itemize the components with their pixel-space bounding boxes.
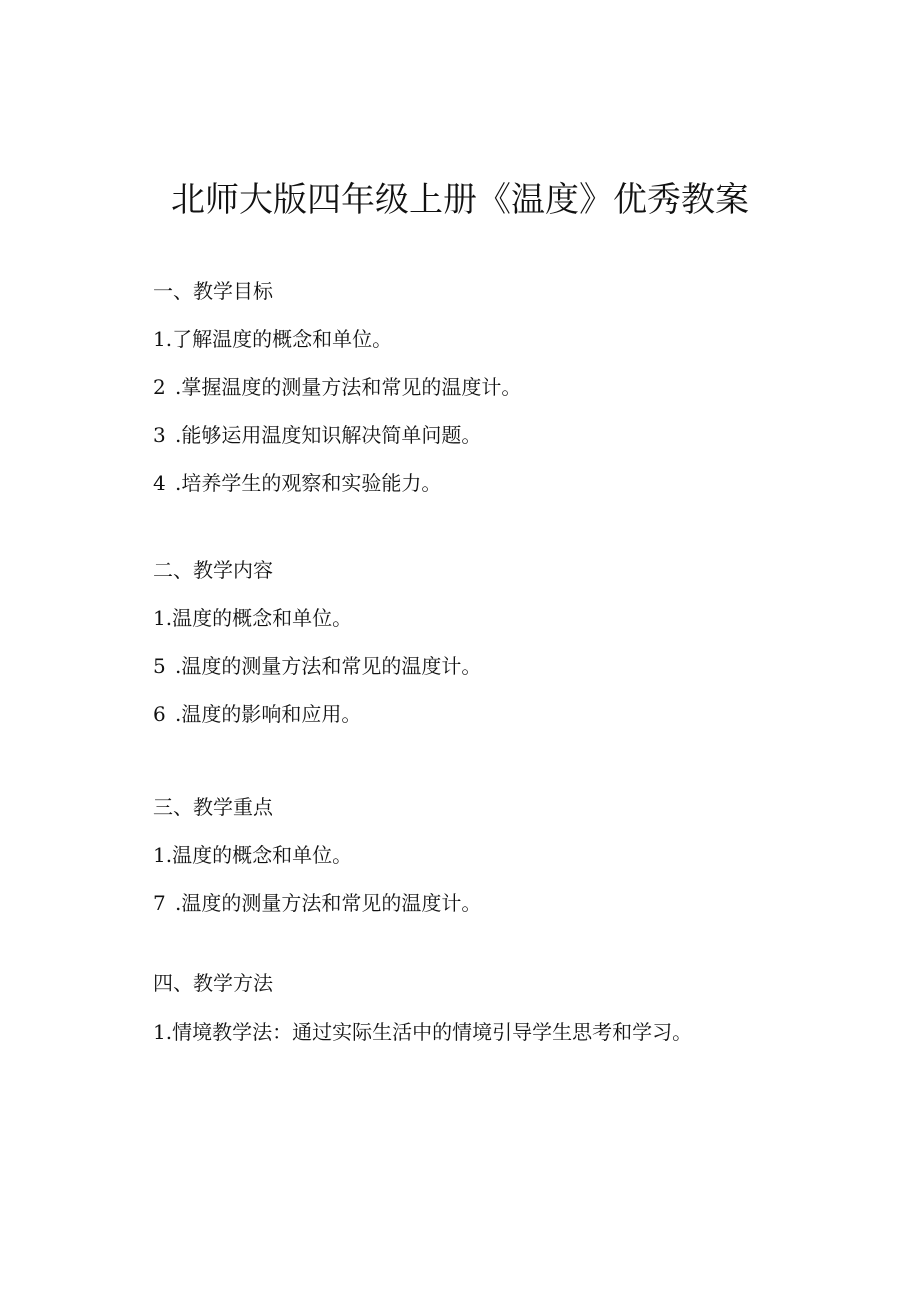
list-item-number: 1.	[153, 606, 173, 630]
section-heading-key-points: 三、教学重点	[153, 795, 273, 819]
list-item	[153, 469, 441, 497]
list-item	[153, 841, 352, 869]
list-item-number: 1.	[153, 843, 173, 867]
list-item	[153, 700, 361, 728]
list-item	[153, 604, 352, 632]
list-item	[153, 373, 521, 401]
list-item-text: .掌握温度的测量方法和常见的温度计。	[175, 375, 522, 399]
list-item-number: 2	[153, 375, 166, 399]
list-item-number: 6	[153, 702, 166, 726]
list-item-number: 4	[153, 471, 166, 495]
list-item-text: 温度的概念和单位。	[172, 606, 353, 630]
list-item-number: 3	[153, 423, 166, 447]
list-item-text: 了解温度的概念和单位。	[172, 327, 393, 351]
list-item	[153, 325, 392, 353]
list-item-number: 1.	[153, 1020, 173, 1044]
list-item	[153, 1018, 692, 1046]
list-item-text: .培养学生的观察和实验能力。	[175, 471, 442, 495]
list-item-text: .能够运用温度知识解决简单问题。	[175, 423, 482, 447]
section-heading-methods: 四、教学方法	[153, 971, 273, 995]
list-item-text: 温度的概念和单位。	[172, 843, 353, 867]
list-item-number: 7	[153, 891, 166, 915]
list-item-text: .温度的影响和应用。	[175, 702, 362, 726]
list-item-number: 1.	[153, 327, 173, 351]
list-item-text: .温度的测量方法和常见的温度计。	[175, 654, 482, 678]
list-item-text: 情境教学法：通过实际生活中的情境引导学生思考和学习。	[172, 1020, 693, 1044]
list-item	[153, 652, 481, 680]
section-heading-content: 二、教学内容	[153, 558, 273, 582]
list-item	[153, 889, 481, 917]
section-heading-objectives: 一、教学目标	[153, 279, 273, 303]
list-item	[153, 421, 481, 449]
list-item-text: .温度的测量方法和常见的温度计。	[175, 891, 482, 915]
document-title: 北师大版四年级上册《温度》优秀教案	[171, 180, 749, 220]
list-item-number: 5	[153, 654, 166, 678]
